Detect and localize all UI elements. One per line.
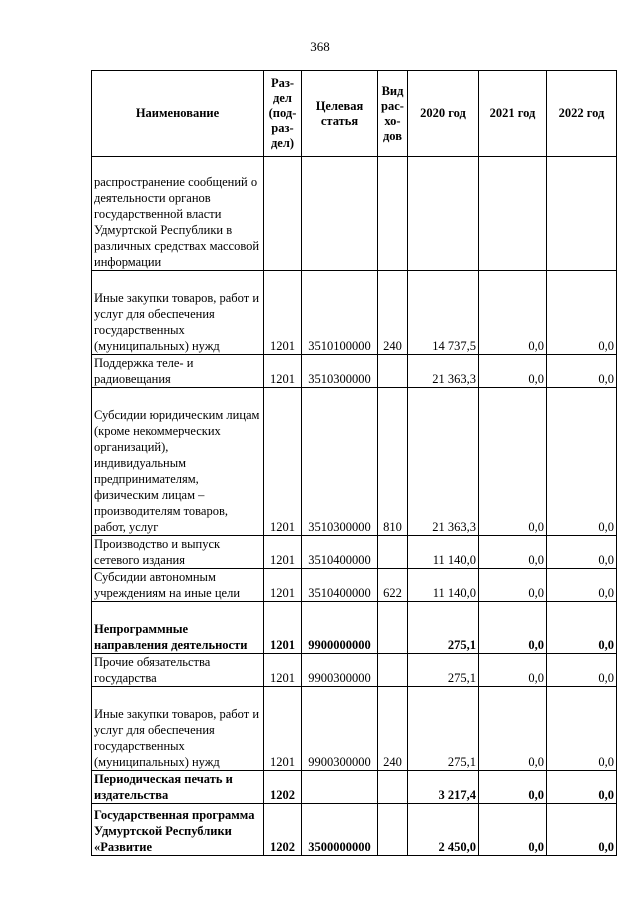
cell-y2020: 3 217,4	[408, 771, 479, 804]
cell-y2021: 0,0	[479, 569, 547, 602]
cell-y2022: 0,0	[547, 536, 617, 569]
cell-type: 240	[378, 271, 408, 355]
cell-target: 3510400000	[302, 569, 378, 602]
cell-y2022: 0,0	[547, 602, 617, 654]
cell-section: 1202	[264, 771, 302, 804]
cell-section: 1201	[264, 654, 302, 687]
header-expense-type: Вид рас- хо- дов	[378, 71, 408, 157]
cell-target: 3510300000	[302, 388, 378, 536]
cell-target	[302, 771, 378, 804]
table-row	[92, 569, 617, 602]
cell-y2022	[547, 157, 617, 271]
cell-type	[378, 157, 408, 271]
cell-target: 9900300000	[302, 687, 378, 771]
cell-type	[378, 355, 408, 388]
cell-type	[378, 771, 408, 804]
cell-y2020: 2 450,0	[408, 804, 479, 856]
cell-y2020	[408, 157, 479, 271]
budget-table	[91, 70, 617, 856]
cell-section: 1201	[264, 536, 302, 569]
header-year-2021: 2021 год	[479, 71, 547, 157]
cell-type	[378, 804, 408, 856]
cell-y2020: 21 363,3	[408, 388, 479, 536]
cell-y2020: 11 140,0	[408, 569, 479, 602]
cell-y2021: 0,0	[479, 687, 547, 771]
cell-type: 810	[378, 388, 408, 536]
table-row	[92, 157, 617, 271]
header-section: Раз- дел (под- раз- дел)	[264, 71, 302, 157]
cell-y2020: 275,1	[408, 687, 479, 771]
page-number: 368	[310, 39, 330, 54]
table-row	[92, 654, 617, 687]
cell-name: Субсидии автономным учреждениям на иные цели	[92, 569, 264, 602]
table-row	[92, 536, 617, 569]
cell-name: Субсидии юридическим лицам (кроме некоммерческих организаций), индивидуальным предпринимателям, физическим лицам – производителям товаров, работ, услуг	[92, 388, 264, 536]
cell-y2021: 0,0	[479, 804, 547, 856]
cell-section: 1201	[264, 687, 302, 771]
cell-y2022: 0,0	[547, 355, 617, 388]
table-row	[92, 355, 617, 388]
cell-name: Прочие обязательства государства	[92, 654, 264, 687]
header-target: Целевая статья	[302, 71, 378, 157]
cell-y2021: 0,0	[479, 654, 547, 687]
cell-type: 240	[378, 687, 408, 771]
cell-y2022: 0,0	[547, 687, 617, 771]
cell-y2020: 21 363,3	[408, 355, 479, 388]
cell-section: 1201	[264, 569, 302, 602]
cell-type	[378, 654, 408, 687]
cell-section: 1202	[264, 804, 302, 856]
cell-y2020: 275,1	[408, 602, 479, 654]
cell-type	[378, 602, 408, 654]
cell-target: 3510400000	[302, 536, 378, 569]
cell-section	[264, 157, 302, 271]
cell-y2020: 275,1	[408, 654, 479, 687]
cell-y2021: 0,0	[479, 388, 547, 536]
header-name: Наименование	[92, 71, 264, 157]
cell-y2021: 0,0	[479, 536, 547, 569]
cell-y2021: 0,0	[479, 771, 547, 804]
header-year-2020: 2020 год	[408, 71, 479, 157]
cell-section: 1201	[264, 355, 302, 388]
cell-name: Иные закупки товаров, работ и услуг для обеспечения государственных (муниципальных) нужд	[92, 271, 264, 355]
table-row	[92, 602, 617, 654]
cell-target: 9900300000	[302, 654, 378, 687]
cell-name: Государственная программа Удмуртской Республики «Развитие	[92, 804, 264, 856]
cell-y2022: 0,0	[547, 771, 617, 804]
cell-y2020: 14 737,5	[408, 271, 479, 355]
cell-type	[378, 536, 408, 569]
table-header-row	[92, 71, 617, 157]
cell-name: Иные закупки товаров, работ и услуг для обеспечения государственных (муниципальных) нужд	[92, 687, 264, 771]
cell-name: Непрограммные направления деятельности	[92, 602, 264, 654]
cell-y2021: 0,0	[479, 355, 547, 388]
cell-name: распространение сообщений о деятельности органов государственной власти Удмуртской Республики в различных средствах массовой информации	[92, 157, 264, 271]
cell-name: Поддержка теле- и радиовещания	[92, 355, 264, 388]
cell-section: 1201	[264, 388, 302, 536]
cell-y2021: 0,0	[479, 271, 547, 355]
header-year-2022: 2022 год	[547, 71, 617, 157]
table-row	[92, 687, 617, 771]
cell-y2021	[479, 157, 547, 271]
cell-y2022: 0,0	[547, 804, 617, 856]
table-row	[92, 771, 617, 804]
cell-y2021: 0,0	[479, 602, 547, 654]
cell-y2022: 0,0	[547, 271, 617, 355]
cell-y2022: 0,0	[547, 654, 617, 687]
cell-target	[302, 157, 378, 271]
cell-target: 3510300000	[302, 355, 378, 388]
table-row	[92, 804, 617, 856]
cell-target: 3500000000	[302, 804, 378, 856]
cell-section: 1201	[264, 602, 302, 654]
cell-type: 622	[378, 569, 408, 602]
cell-section: 1201	[264, 271, 302, 355]
cell-y2022: 0,0	[547, 569, 617, 602]
cell-name: Периодическая печать и издательства	[92, 771, 264, 804]
table-row	[92, 388, 617, 536]
cell-target: 3510100000	[302, 271, 378, 355]
cell-target: 9900000000	[302, 602, 378, 654]
cell-name: Производство и выпуск сетевого издания	[92, 536, 264, 569]
cell-y2022: 0,0	[547, 388, 617, 536]
table-row	[92, 271, 617, 355]
cell-y2020: 11 140,0	[408, 536, 479, 569]
